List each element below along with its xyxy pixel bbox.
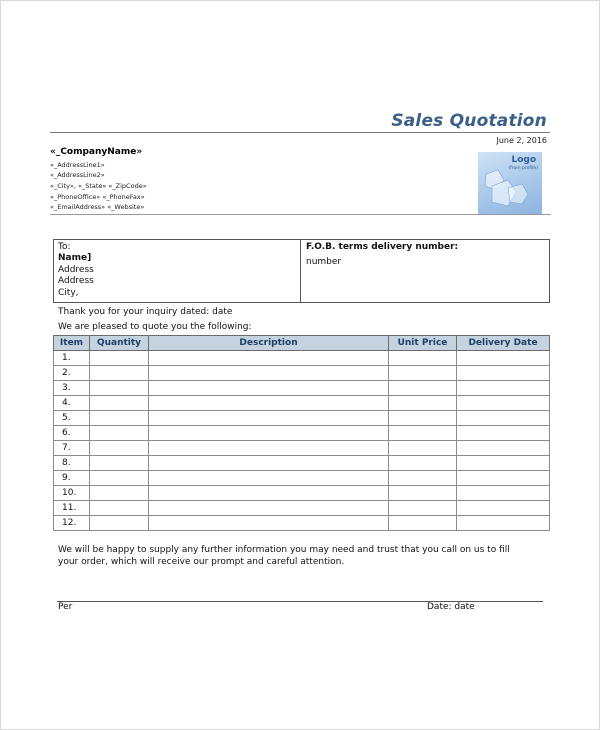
quote-intro-line: We are pleased to quote you the following:: [58, 322, 252, 332]
document-title: Sales Quotation: [391, 111, 547, 131]
table-row: [54, 396, 550, 411]
table-row: [54, 381, 550, 396]
unit-price-cell[interactable]: [389, 381, 457, 396]
recipient-name: Name]: [58, 253, 92, 263]
description-cell[interactable]: [149, 366, 389, 381]
unit-price-cell[interactable]: [389, 486, 457, 501]
company-logo: [478, 152, 542, 214]
table-row: [54, 471, 550, 486]
table-row: [54, 456, 550, 471]
item-number-cell: 12.: [54, 516, 90, 531]
unit-price-cell[interactable]: [389, 516, 457, 531]
table-row: [54, 411, 550, 426]
delivery-date-cell[interactable]: [457, 351, 550, 366]
quantity-cell[interactable]: [90, 426, 149, 441]
unit-price-cell[interactable]: [389, 456, 457, 471]
logo-label: Logo: [511, 155, 536, 165]
item-number-cell: 10.: [54, 486, 90, 501]
delivery-date-cell[interactable]: [457, 486, 550, 501]
item-number-cell: 3.: [54, 381, 90, 396]
delivery-date-cell[interactable]: [457, 396, 550, 411]
table-row: [54, 441, 550, 456]
table-row: [54, 501, 550, 516]
description-cell[interactable]: [149, 426, 389, 441]
item-number-cell: 4.: [54, 396, 90, 411]
closing-line-2: your order, which will receive our prompt and careful attention.: [58, 557, 345, 567]
description-cell[interactable]: [149, 501, 389, 516]
quantity-cell[interactable]: [90, 351, 149, 366]
item-number-cell: 5.: [54, 411, 90, 426]
unit-price-cell[interactable]: [389, 501, 457, 516]
recipient-fob-box: [53, 239, 550, 303]
unit-price-cell[interactable]: [389, 471, 457, 486]
recipient-address-1: Address: [58, 265, 94, 275]
company-address-line-2: «_AddressLine2»: [50, 171, 105, 179]
delivery-date-cell[interactable]: [457, 441, 550, 456]
description-cell[interactable]: [149, 396, 389, 411]
delivery-date-cell[interactable]: [457, 471, 550, 486]
quantity-cell[interactable]: [90, 486, 149, 501]
item-number-cell: 11.: [54, 501, 90, 516]
fob-label: F.O.B. terms delivery number:: [306, 242, 459, 252]
company-address-line-1: «_AddressLine1»: [50, 161, 105, 169]
fob-value: number: [306, 257, 342, 267]
company-city-state-zip: «_City», «_State» «_ZipCode»: [50, 182, 147, 190]
item-number-cell: 7.: [54, 441, 90, 456]
box-divider: [300, 240, 301, 302]
quantity-cell[interactable]: [90, 456, 149, 471]
company-email-website: «_EmailAddress» «_Website»: [50, 203, 145, 211]
description-cell[interactable]: [149, 441, 389, 456]
description-cell[interactable]: [149, 486, 389, 501]
delivery-date-cell[interactable]: [457, 426, 550, 441]
recipient-city: City,: [58, 288, 79, 298]
unit-price-cell[interactable]: [389, 396, 457, 411]
description-cell[interactable]: [149, 411, 389, 426]
table-row: [54, 426, 550, 441]
delivery-date-cell[interactable]: [457, 516, 550, 531]
item-number-cell: 9.: [54, 471, 90, 486]
quantity-cell[interactable]: [90, 366, 149, 381]
quantity-cell[interactable]: [90, 441, 149, 456]
delivery-date-cell[interactable]: [457, 411, 550, 426]
delivery-date-cell[interactable]: [457, 501, 550, 516]
description-cell[interactable]: [149, 351, 389, 366]
closing-line-1: We will be happy to supply any further information you may need and trust that you call on us to fill: [58, 545, 510, 555]
section-rule: [50, 214, 551, 215]
logo-sublabel: (from profile): [508, 166, 538, 171]
column-header-quantity: Quantity: [90, 336, 149, 351]
description-cell[interactable]: [149, 516, 389, 531]
inquiry-line: Thank you for your inquiry dated: date: [58, 307, 233, 317]
recipient-address-2: Address: [58, 276, 94, 286]
column-header-item: Item: [54, 336, 90, 351]
quotation-table: [53, 335, 550, 531]
company-phone: «_PhoneOffice» «_PhoneFax»: [50, 193, 145, 201]
table-header-row: [54, 336, 550, 351]
quantity-cell[interactable]: [90, 411, 149, 426]
description-cell[interactable]: [149, 381, 389, 396]
unit-price-cell[interactable]: [389, 351, 457, 366]
quantity-cell[interactable]: [90, 516, 149, 531]
unit-price-cell[interactable]: [389, 411, 457, 426]
to-label: To:: [58, 242, 71, 252]
table-row: [54, 486, 550, 501]
company-name: «_CompanyName»: [50, 147, 143, 157]
column-header-unit-price: Unit Price: [389, 336, 457, 351]
item-number-cell: 1.: [54, 351, 90, 366]
unit-price-cell[interactable]: [389, 366, 457, 381]
quantity-cell[interactable]: [90, 396, 149, 411]
item-number-cell: 2.: [54, 366, 90, 381]
delivery-date-cell[interactable]: [457, 366, 550, 381]
footer-date: Date: date: [427, 602, 475, 612]
description-cell[interactable]: [149, 456, 389, 471]
description-cell[interactable]: [149, 471, 389, 486]
table-row: [54, 516, 550, 531]
table-row: [54, 351, 550, 366]
table-row: [54, 366, 550, 381]
unit-price-cell[interactable]: [389, 426, 457, 441]
quantity-cell[interactable]: [90, 381, 149, 396]
delivery-date-cell[interactable]: [457, 456, 550, 471]
quantity-cell[interactable]: [90, 471, 149, 486]
item-number-cell: 6.: [54, 426, 90, 441]
per-label: Per: [58, 602, 73, 612]
header-rule: [50, 132, 550, 133]
column-header-description: Description: [149, 336, 389, 351]
unit-price-cell[interactable]: [389, 441, 457, 456]
column-header-delivery-date: Delivery Date: [457, 336, 550, 351]
delivery-date-cell[interactable]: [457, 381, 550, 396]
item-number-cell: 8.: [54, 456, 90, 471]
quantity-cell[interactable]: [90, 501, 149, 516]
document-date: June 2, 2016: [496, 136, 547, 145]
